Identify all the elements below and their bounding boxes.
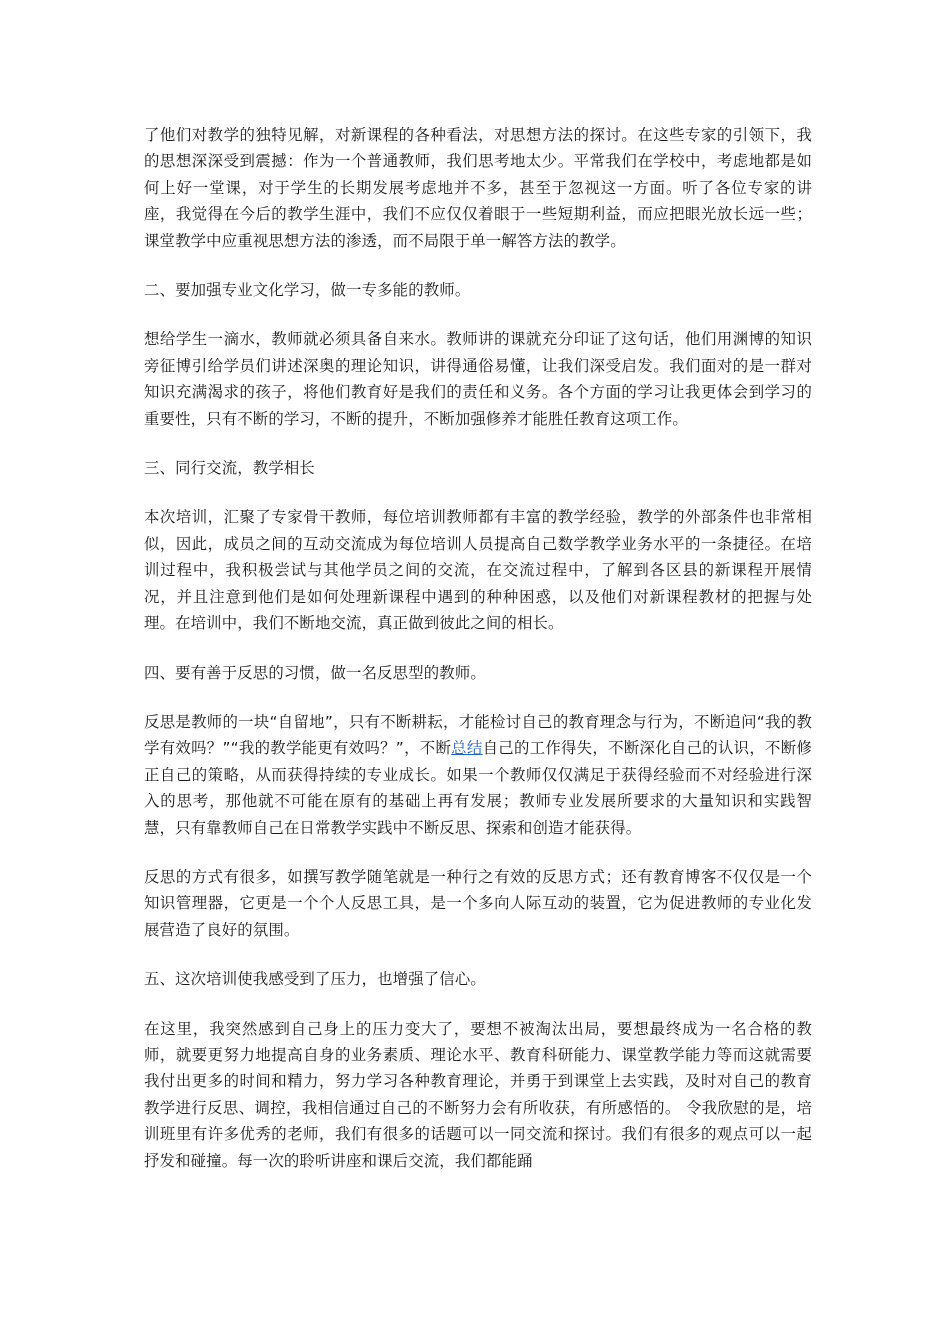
document-body bbox=[144, 122, 812, 1197]
summary-link[interactable]: 总结 bbox=[451, 739, 483, 758]
paragraph-section-2: 想给学生一滴水，教师就必须具备自来水。教师讲的课就充分印证了这句话，他们用渊博的知识旁征博引给学员们讲述深奥的理论知识，讲得通俗易懂，让我们深受启发。我们面对的是一群对知识充满渴求的孩子，将他们教育好是我们的责任和义务。各个方面的学习让我更体会到学习的重要性，只有不断的学习，不断的提升，不断加强修养才能胜任教育这项工作。 bbox=[144, 330, 812, 428]
paragraph-section-4-text-before: 反思是教师的一块“自留地”，只有不断耕耘，才能检讨自己的教育理念与行为，不断追问“我的教学有效吗？”“我的教学能更有效吗？”，不断 bbox=[144, 712, 812, 758]
paragraph-reflection-methods: 反思的方式有很多，如撰写教学随笔就是一种行之有效的反思方式；还有教育博客不仅仅是一个知识管理器，它更是一个个人反思工具，是一个多向人际互动的装置，它为促进教师的专业化发展营造了良好的氛围。 bbox=[144, 867, 812, 939]
paragraph-section-4-text-after: 自己的工作得失，不断深化自己的认识，不断修正自己的策略，从而获得持续的专业成长。如果一个教师仅仅满足于获得经验而不对经验进行深入的思考，那他就不可能在原有的基础上再有发展；教师专业发展所要求的大量知识和实践智慧，只有靠教师自己在日常教学实践中不断反思、探索和创造才能获得。 bbox=[144, 739, 812, 837]
paragraph-intro: 了他们对教学的独特见解，对新课程的各种看法，对思想方法的探讨。在这些专家的引领下，我的思想深深受到震撼：作为一个普通教师，我们思考地太少。平常我们在学校中，考虑地都是如何上好一堂课，对于学生的长期发展考虑地并不多，甚至于忽视这一方面。听了各位专家的讲座，我觉得在今后的教学生涯中，我们不应仅仅着眼于一些短期利益，而应把眼光放长远一些；课堂教学中应重视思想方法的渗透，而不局限于单一解答方法的教学。 bbox=[144, 126, 812, 250]
paragraph-section-5: 在这里，我突然感到自己身上的压力变大了，要想不被淘汰出局，要想最终成为一名合格的教师，就要更努力地提高自身的业务素质、理论水平、教育科研能力、课堂教学能力等而这就需要我付出更多的时间和精力，努力学习各种教育理论，并勇于到课堂上去实践，及时对自己的教育教学进行反思、调控，我相信通过自己的不断努力会有所收获，有所感悟的。 令我欣慰的是，培训班里有许多优秀的老师，我们有很多的话题可以一同交流和探讨。我们有很多的观点可以一起抒发和碰撞。每一次的聆听讲座和课后交流，我们都能踊 bbox=[144, 1019, 812, 1170]
section-heading-3: 三、同行交流，教学相长 bbox=[144, 459, 315, 478]
section-heading-2: 二、要加强专业文化学习，做一专多能的教师。 bbox=[144, 281, 471, 300]
section-heading-5: 五、这次培训使我感受到了压力，也增强了信心。 bbox=[144, 970, 486, 989]
paragraph-section-4 bbox=[144, 709, 812, 841]
paragraph-section-3: 本次培训，汇聚了专家骨干教师，每位培训教师都有丰富的教学经验，教学的外部条件也非常相似，因此，成员之间的互动交流成为每位培训人员提高自己数学教学业务水平的一条捷径。在培训过程中，我积极尝试与其他学员之间的交流，在交流过程中，了解到各区县的新课程开展情况，并且注意到他们是如何处理新课程中遇到的种种困惑，以及他们对新课程教材的把握与处理。在培训中，我们不断地交流，真正做到彼此之间的相长。 bbox=[144, 508, 812, 633]
section-heading-4: 四、要有善于反思的习惯，做一名反思型的教师。 bbox=[144, 663, 486, 682]
